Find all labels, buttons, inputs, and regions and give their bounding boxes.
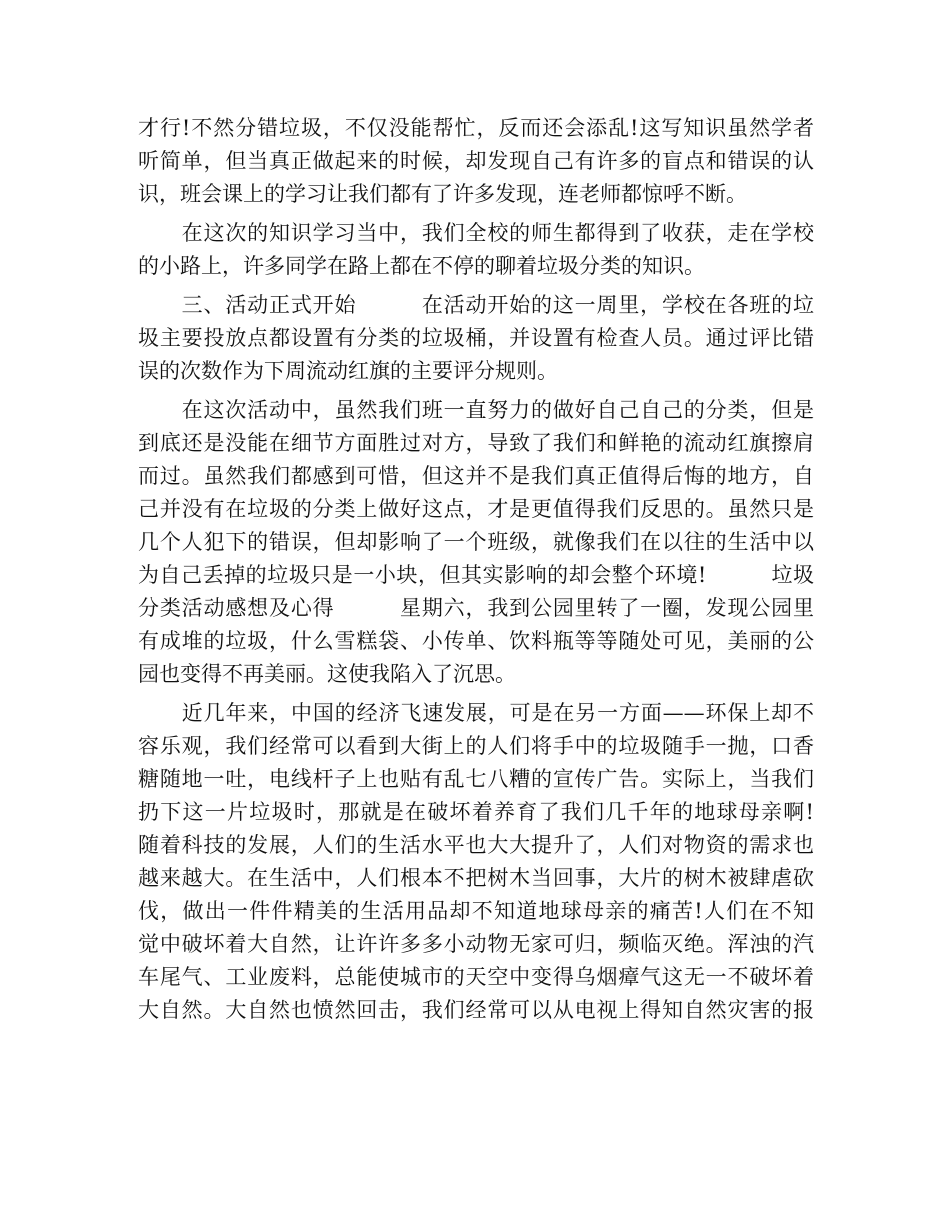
text-line: 几个人犯下的错误，但却影响了一个班级，就像我们在以往的生活中以 — [138, 530, 814, 554]
text-line: 识，班会课上的学习让我们都有了许多发现，连老师都惊呼不断。 — [138, 182, 747, 206]
text-line: 的小路上，许多同学在路上都在不停的聊着垃圾分类的知识。 — [138, 254, 705, 278]
text-line: 在这次活动中，虽然我们班一直努力的做好自己自己的分类，但是 — [138, 398, 814, 422]
text-line: 己并没有在垃圾的分类上做好这点，才是更值得我们反思的。虽然只是 — [138, 497, 814, 521]
text-line: 在这次的知识学习当中，我们全校的师生都得到了收获，走在学校 — [138, 221, 814, 245]
text-line: 近几年来，中国的经济飞速发展，可是在另一方面——环保上却不 — [138, 701, 814, 725]
text-line: 三、活动正式开始 在活动开始的这一周里，学校在各班的垃 — [138, 293, 814, 317]
text-line: 到底还是没能在细节方面胜过对方，导致了我们和鲜艳的流动红旗擦肩 — [138, 431, 814, 455]
paragraph — [138, 217, 814, 283]
text-line: 分类活动感想及心得 星期六，我到公园里转了一圈，发现公园里 — [138, 596, 814, 620]
text-line: 车尾气、工业废料，总能使城市的天空中变得乌烟瘴气这无一不破坏着 — [138, 965, 814, 989]
text-line: 才行!不然分错垃圾，不仅没能帮忙，反而还会添乱!这写知识虽然学者 — [138, 116, 814, 140]
paragraph — [138, 394, 814, 691]
text-line: 园也变得不再美丽。这使我陷入了沉思。 — [138, 662, 516, 686]
text-line: 误的次数作为下周流动红旗的主要评分规则。 — [138, 359, 558, 383]
text-line: 糖随地一吐，电线杆子上也贴有乱七八糟的宣传广告。实际上，当我们 — [138, 767, 814, 791]
text-line: 圾主要投放点都设置有分类的垃圾桶，并设置有检查人员。通过评比错 — [138, 326, 814, 350]
text-line: 越来越大。在生活中，人们根本不把树木当回事，大片的树木被肆虐砍 — [138, 866, 814, 890]
text-line: 听简单，但当真正做起来的时候，却发现自己有许多的盲点和错误的认 — [138, 149, 814, 173]
text-line: 容乐观，我们经常可以看到大街上的人们将手中的垃圾随手一抛，口香 — [138, 734, 814, 758]
text-line: 有成堆的垃圾，什么雪糕袋、小传单、饮料瓶等等随处可见，美丽的公 — [138, 629, 814, 653]
text-line: 大自然。大自然也愤然回击，我们经常可以从电视上得知自然灾害的报 — [138, 998, 814, 1022]
paragraph — [138, 697, 814, 1027]
text-line: 为自己丢掉的垃圾只是一小块，但其实影响的却会整个环境! 垃圾 — [138, 563, 814, 587]
text-line: 扔下这一片垃圾时，那就是在破坏着养育了我们几千年的地球母亲啊! — [138, 800, 814, 824]
text-line: 觉中破坏着大自然，让许许多多小动物无家可归，频临灭绝。浑浊的汽 — [138, 932, 814, 956]
paragraph — [138, 289, 814, 388]
text-line: 而过。虽然我们都感到可惜，但这并不是我们真正值得后悔的地方，自 — [138, 464, 814, 488]
document-body — [138, 112, 814, 1027]
paragraph — [138, 112, 814, 211]
text-line: 随着科技的发展，人们的生活水平也大大提升了，人们对物资的需求也 — [138, 833, 814, 857]
text-line: 伐，做出一件件精美的生活用品却不知道地球母亲的痛苦!人们在不知 — [138, 899, 814, 923]
